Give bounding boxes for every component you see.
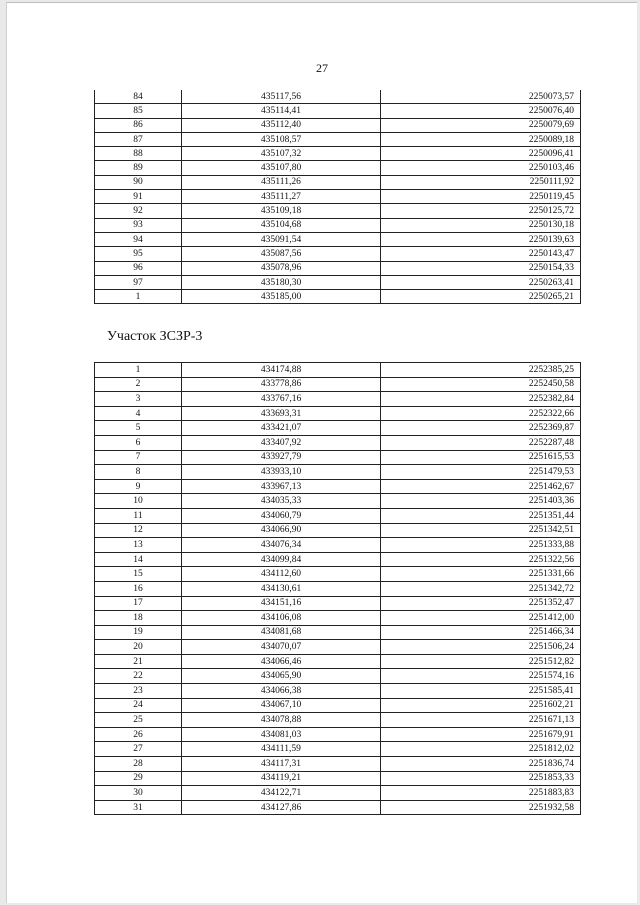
point-number-cell: 21 <box>95 654 182 669</box>
y-coordinate-cell: 2252450,58 <box>381 377 581 392</box>
point-number-cell: 16 <box>95 581 182 596</box>
point-number-cell: 5 <box>95 421 182 436</box>
x-coordinate-cell: 433421,07 <box>182 421 381 436</box>
y-coordinate-cell: 2251342,72 <box>381 581 581 596</box>
point-number-cell: 19 <box>95 625 182 640</box>
point-number-cell: 22 <box>95 669 182 684</box>
point-number-cell: 85 <box>95 104 182 118</box>
table-row <box>95 538 581 553</box>
y-coordinate-cell: 2250130,18 <box>381 218 581 232</box>
y-coordinate-cell: 2250143,47 <box>381 247 581 261</box>
x-coordinate-cell: 434127,86 <box>182 800 381 815</box>
x-coordinate-cell: 434111,59 <box>182 742 381 757</box>
y-coordinate-cell: 2251351,44 <box>381 508 581 523</box>
x-coordinate-cell: 435078,96 <box>182 261 381 275</box>
y-coordinate-cell: 2250073,57 <box>381 90 581 104</box>
x-coordinate-cell: 435091,54 <box>182 232 381 246</box>
y-coordinate-cell: 2251333,88 <box>381 538 581 553</box>
table-row <box>95 132 581 146</box>
y-coordinate-cell: 2251412,00 <box>381 611 581 626</box>
point-number-cell: 12 <box>95 523 182 538</box>
x-coordinate-cell: 435107,80 <box>182 161 381 175</box>
table-row <box>95 147 581 161</box>
table-row <box>95 421 581 436</box>
point-number-cell: 97 <box>95 275 182 289</box>
x-coordinate-cell: 433778,86 <box>182 377 381 392</box>
table-row <box>95 523 581 538</box>
x-coordinate-cell: 434070,07 <box>182 640 381 655</box>
table-row <box>95 698 581 713</box>
point-number-cell: 31 <box>95 800 182 815</box>
x-coordinate-cell: 434076,34 <box>182 538 381 553</box>
point-number-cell: 27 <box>95 742 182 757</box>
table-row <box>95 90 581 104</box>
point-number-cell: 23 <box>95 684 182 699</box>
table-row <box>95 204 581 218</box>
x-coordinate-cell: 434106,08 <box>182 611 381 626</box>
y-coordinate-cell: 2251331,66 <box>381 567 581 582</box>
table-row <box>95 611 581 626</box>
table-row <box>95 494 581 509</box>
table-row <box>95 363 581 378</box>
y-coordinate-cell: 2251602,21 <box>381 698 581 713</box>
point-number-cell: 20 <box>95 640 182 655</box>
x-coordinate-cell: 434060,79 <box>182 508 381 523</box>
y-coordinate-cell: 2250096,41 <box>381 147 581 161</box>
y-coordinate-cell: 2250076,40 <box>381 104 581 118</box>
x-coordinate-cell: 433407,92 <box>182 435 381 450</box>
point-number-cell: 86 <box>95 118 182 132</box>
table-row <box>95 771 581 786</box>
point-number-cell: 13 <box>95 538 182 553</box>
y-coordinate-cell: 2250079,69 <box>381 118 581 132</box>
y-coordinate-cell: 2251479,53 <box>381 465 581 480</box>
point-number-cell: 8 <box>95 465 182 480</box>
table-row <box>95 465 581 480</box>
table-row <box>95 218 581 232</box>
x-coordinate-cell: 434099,84 <box>182 552 381 567</box>
table-row <box>95 118 581 132</box>
y-coordinate-cell: 2250119,45 <box>381 190 581 204</box>
y-coordinate-cell: 2250139,63 <box>381 232 581 246</box>
table-row <box>95 290 581 304</box>
point-number-cell: 91 <box>95 190 182 204</box>
table-row <box>95 450 581 465</box>
y-coordinate-cell: 2250154,33 <box>381 261 581 275</box>
table-row <box>95 232 581 246</box>
point-number-cell: 29 <box>95 771 182 786</box>
section-title: Участок ЗСЗР-3 <box>107 329 203 344</box>
y-coordinate-cell: 2251403,36 <box>381 494 581 509</box>
point-number-cell: 25 <box>95 713 182 728</box>
x-coordinate-cell: 435180,30 <box>182 275 381 289</box>
point-number-cell: 6 <box>95 435 182 450</box>
y-coordinate-cell: 2251512,82 <box>381 654 581 669</box>
point-number-cell: 93 <box>95 218 182 232</box>
y-coordinate-cell: 2251883,83 <box>381 786 581 801</box>
coordinates-table-continued <box>94 90 581 304</box>
x-coordinate-cell: 434067,10 <box>182 698 381 713</box>
x-coordinate-cell: 433767,16 <box>182 392 381 407</box>
table-row <box>95 406 581 421</box>
y-coordinate-cell: 2250125,72 <box>381 204 581 218</box>
x-coordinate-cell: 435111,27 <box>182 190 381 204</box>
table-row <box>95 567 581 582</box>
y-coordinate-cell: 2251836,74 <box>381 757 581 772</box>
x-coordinate-cell: 434130,61 <box>182 581 381 596</box>
y-coordinate-cell: 2251574,16 <box>381 669 581 684</box>
table-row <box>95 392 581 407</box>
x-coordinate-cell: 434066,46 <box>182 654 381 669</box>
point-number-cell: 26 <box>95 727 182 742</box>
point-number-cell: 84 <box>95 90 182 104</box>
x-coordinate-cell: 435087,56 <box>182 247 381 261</box>
y-coordinate-cell: 2251322,56 <box>381 552 581 567</box>
y-coordinate-cell: 2251585,41 <box>381 684 581 699</box>
table-row <box>95 640 581 655</box>
x-coordinate-cell: 434035,33 <box>182 494 381 509</box>
x-coordinate-cell: 435117,56 <box>182 90 381 104</box>
y-coordinate-cell: 2250265,21 <box>381 290 581 304</box>
y-coordinate-cell: 2252287,48 <box>381 435 581 450</box>
x-coordinate-cell: 434122,71 <box>182 786 381 801</box>
x-coordinate-cell: 435108,57 <box>182 132 381 146</box>
x-coordinate-cell: 434151,16 <box>182 596 381 611</box>
table-row <box>95 581 581 596</box>
table-row <box>95 596 581 611</box>
y-coordinate-cell: 2251466,34 <box>381 625 581 640</box>
point-number-cell: 15 <box>95 567 182 582</box>
x-coordinate-cell: 433693,31 <box>182 406 381 421</box>
y-coordinate-cell: 2251853,33 <box>381 771 581 786</box>
x-coordinate-cell: 433933,10 <box>182 465 381 480</box>
x-coordinate-cell: 434065,90 <box>182 669 381 684</box>
point-number-cell: 11 <box>95 508 182 523</box>
document-page <box>6 2 637 903</box>
point-number-cell: 17 <box>95 596 182 611</box>
point-number-cell: 96 <box>95 261 182 275</box>
x-coordinate-cell: 434081,68 <box>182 625 381 640</box>
point-number-cell: 92 <box>95 204 182 218</box>
table-row <box>95 275 581 289</box>
y-coordinate-cell: 2252382,84 <box>381 392 581 407</box>
table-row <box>95 713 581 728</box>
x-coordinate-cell: 434117,31 <box>182 757 381 772</box>
point-number-cell: 89 <box>95 161 182 175</box>
y-coordinate-cell: 2252385,25 <box>381 363 581 378</box>
table-row <box>95 247 581 261</box>
x-coordinate-cell: 434112,60 <box>182 567 381 582</box>
table-row <box>95 684 581 699</box>
point-number-cell: 10 <box>95 494 182 509</box>
table-row <box>95 479 581 494</box>
table-row <box>95 435 581 450</box>
x-coordinate-cell: 434066,90 <box>182 523 381 538</box>
y-coordinate-cell: 2252369,87 <box>381 421 581 436</box>
point-number-cell: 90 <box>95 175 182 189</box>
table-row <box>95 727 581 742</box>
table-row <box>95 161 581 175</box>
x-coordinate-cell: 435114,41 <box>182 104 381 118</box>
y-coordinate-cell: 2251671,13 <box>381 713 581 728</box>
y-coordinate-cell: 2250263,41 <box>381 275 581 289</box>
table-row <box>95 786 581 801</box>
table-row <box>95 742 581 757</box>
page-number: 27 <box>316 61 328 75</box>
point-number-cell: 28 <box>95 757 182 772</box>
point-number-cell: 18 <box>95 611 182 626</box>
y-coordinate-cell: 2251462,67 <box>381 479 581 494</box>
x-coordinate-cell: 435104,68 <box>182 218 381 232</box>
y-coordinate-cell: 2250089,18 <box>381 132 581 146</box>
table-row <box>95 261 581 275</box>
x-coordinate-cell: 434066,38 <box>182 684 381 699</box>
x-coordinate-cell: 434119,21 <box>182 771 381 786</box>
point-number-cell: 88 <box>95 147 182 161</box>
table-row <box>95 654 581 669</box>
table-row <box>95 104 581 118</box>
y-coordinate-cell: 2252322,66 <box>381 406 581 421</box>
y-coordinate-cell: 2251679,91 <box>381 727 581 742</box>
table-row <box>95 508 581 523</box>
y-coordinate-cell: 2250103,46 <box>381 161 581 175</box>
y-coordinate-cell: 2251342,51 <box>381 523 581 538</box>
point-number-cell: 24 <box>95 698 182 713</box>
table-row <box>95 190 581 204</box>
point-number-cell: 30 <box>95 786 182 801</box>
point-number-cell: 14 <box>95 552 182 567</box>
table-row <box>95 625 581 640</box>
table-row <box>95 757 581 772</box>
point-number-cell: 1 <box>95 363 182 378</box>
point-number-cell: 1 <box>95 290 182 304</box>
table-row <box>95 800 581 815</box>
x-coordinate-cell: 433967,13 <box>182 479 381 494</box>
table-row <box>95 552 581 567</box>
table-row <box>95 175 581 189</box>
y-coordinate-cell: 2251506,24 <box>381 640 581 655</box>
y-coordinate-cell: 2251615,53 <box>381 450 581 465</box>
y-coordinate-cell: 2251932,58 <box>381 800 581 815</box>
point-number-cell: 7 <box>95 450 182 465</box>
x-coordinate-cell: 434174,88 <box>182 363 381 378</box>
table-row <box>95 669 581 684</box>
point-number-cell: 87 <box>95 132 182 146</box>
point-number-cell: 3 <box>95 392 182 407</box>
coordinates-table-zszr-3 <box>94 362 581 815</box>
x-coordinate-cell: 435111,26 <box>182 175 381 189</box>
y-coordinate-cell: 2251352,47 <box>381 596 581 611</box>
x-coordinate-cell: 435112,40 <box>182 118 381 132</box>
y-coordinate-cell: 2251812,02 <box>381 742 581 757</box>
x-coordinate-cell: 435107,32 <box>182 147 381 161</box>
x-coordinate-cell: 435185,00 <box>182 290 381 304</box>
y-coordinate-cell: 2250111,92 <box>381 175 581 189</box>
x-coordinate-cell: 433927,79 <box>182 450 381 465</box>
table-row <box>95 377 581 392</box>
x-coordinate-cell: 434078,88 <box>182 713 381 728</box>
point-number-cell: 4 <box>95 406 182 421</box>
point-number-cell: 2 <box>95 377 182 392</box>
point-number-cell: 9 <box>95 479 182 494</box>
x-coordinate-cell: 434081,03 <box>182 727 381 742</box>
point-number-cell: 94 <box>95 232 182 246</box>
point-number-cell: 95 <box>95 247 182 261</box>
x-coordinate-cell: 435109,18 <box>182 204 381 218</box>
